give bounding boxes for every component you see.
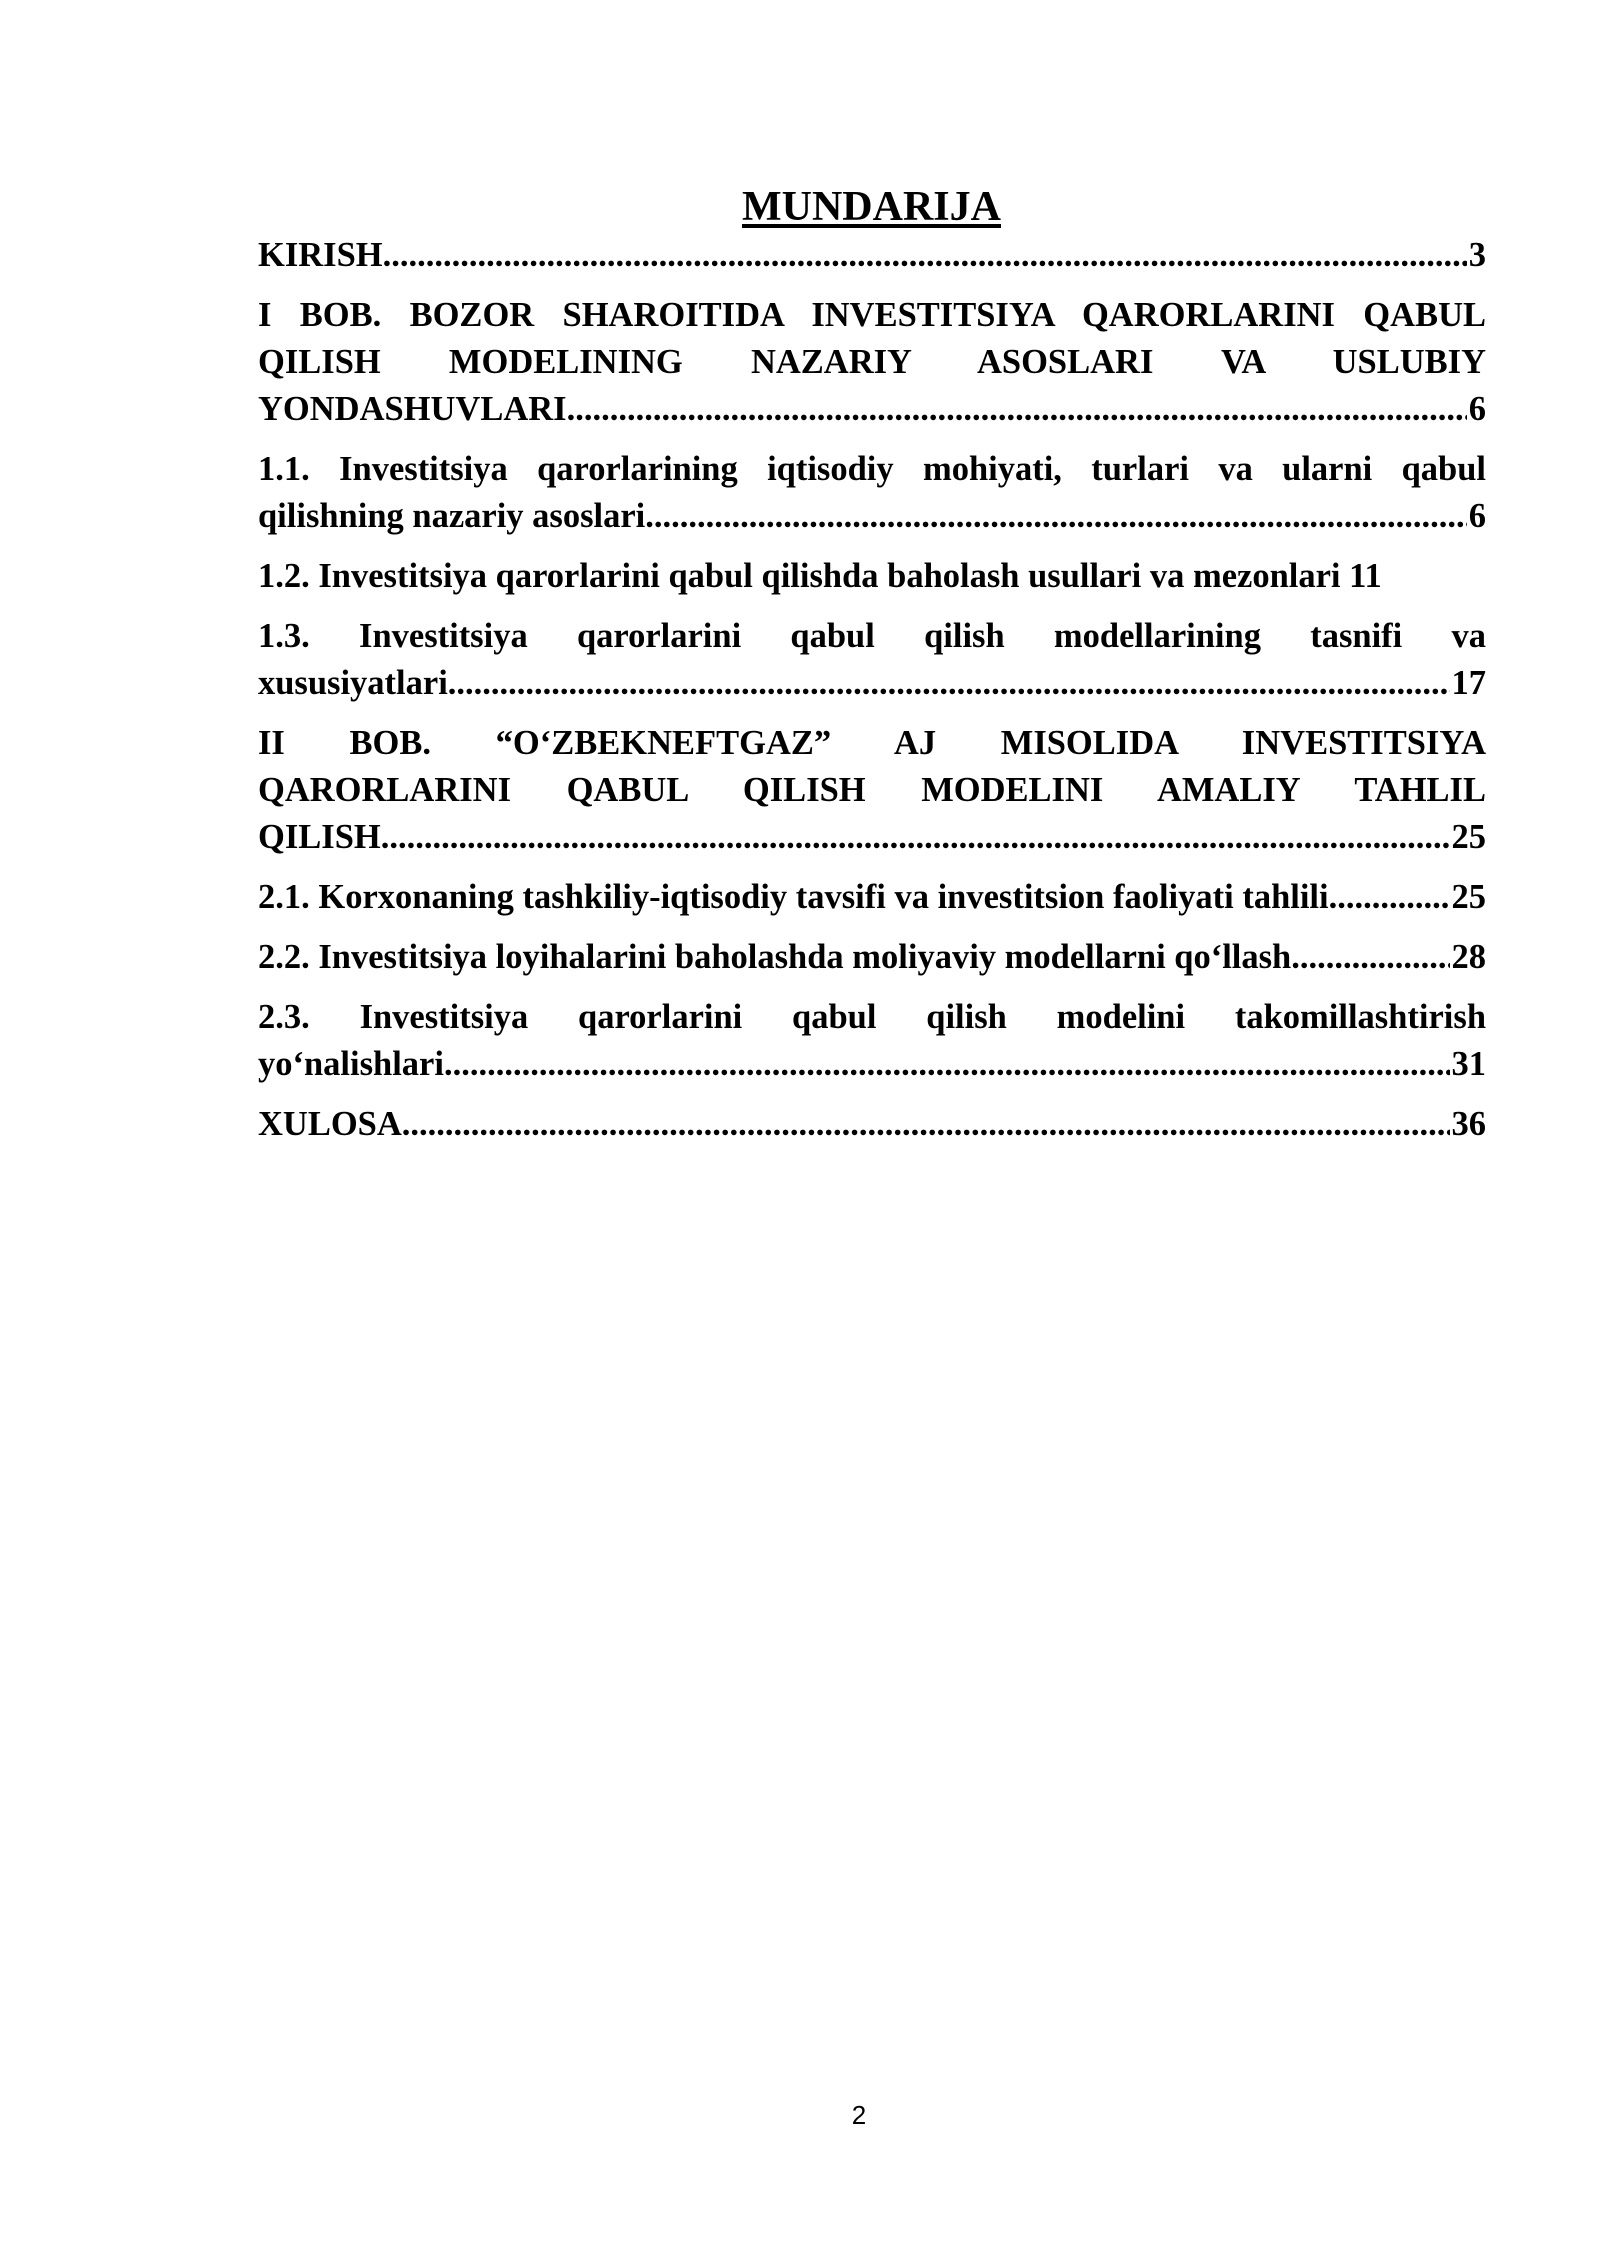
toc-entry-1-1[interactable] [258, 446, 1486, 540]
toc-leader-dots [448, 660, 1450, 707]
toc-entry-chapter-2[interactable] [258, 720, 1486, 861]
toc-page-number: 31 [1451, 1045, 1486, 1083]
toc-entry-1-2[interactable] [258, 553, 1486, 600]
toc-entry-title: YONDASHUVLARI [258, 390, 567, 428]
toc-leader-dots [1329, 874, 1450, 921]
toc-page-number: 25 [1451, 818, 1486, 856]
toc-entry-title-line: QILISH MODELINING NAZARIY ASOSLARI VA USLUBIY [258, 343, 1486, 381]
toc-leader-dots [567, 386, 1467, 433]
toc-page-number: 25 [1451, 878, 1486, 916]
toc-page-number: 6 [1468, 497, 1486, 535]
toc-entry-title: XULOSA [258, 1105, 402, 1143]
toc-entry-title: 1.2. Investitsiya qarorlarini qabul qilishda baholash usullari va mezonlari 11 [258, 557, 1382, 595]
toc-entry-kirish[interactable] [258, 232, 1486, 279]
toc-page-number: 3 [1468, 236, 1486, 274]
toc-entry-title: 2.2. Investitsiya loyihalarini baholashda moliyaviy modellarni qo‘llash [258, 938, 1292, 976]
toc-page-number: 36 [1451, 1105, 1486, 1143]
toc-entry-title: 2.1. Korxonaning tashkiliy-iqtisodiy tavsifi va investitsion faoliyati tahlili [258, 878, 1329, 916]
toc-leader-dots [402, 1101, 1450, 1148]
toc-leader-dots [444, 1041, 1450, 1088]
toc-leader-dots [645, 493, 1467, 540]
toc-leader-dots [383, 232, 1467, 279]
page-title: MUNDARIJA [742, 184, 1001, 230]
toc-entry-title: xususiyatlari [258, 664, 448, 702]
toc-page-number: 28 [1451, 938, 1486, 976]
toc-page-number: 6 [1468, 390, 1486, 428]
toc-entry-chapter-1[interactable] [258, 292, 1486, 433]
toc-entry-title: yo‘nalishlari [258, 1045, 444, 1083]
toc-entry-title-line: II BOB. “O‘ZBEKNEFTGAZ” AJ MISOLIDA INVESTITSIYA [258, 724, 1486, 762]
toc-entry-title-line: 1.3. Investitsiya qarorlarini qabul qilish modellarining tasnifi va [258, 617, 1486, 655]
toc-entry-1-3[interactable] [258, 613, 1486, 707]
page-number-footer: 2 [851, 2100, 867, 2130]
toc-entry-title-line: I BOB. BOZOR SHAROITIDA INVESTITSIYA QARORLARINI QABUL [258, 296, 1486, 334]
toc-entry-title-line: 1.1. Investitsiya qarorlarining iqtisodiy mohiyati, turlari va ularni qabul [258, 450, 1486, 488]
toc-entry-title: QILISH [258, 818, 381, 856]
toc-leader-dots [1291, 934, 1449, 981]
toc-page-number: 17 [1451, 664, 1486, 702]
toc-entry-title: KIRISH [258, 236, 383, 274]
toc-entry-title-line: 2.3. Investitsiya qarorlarini qabul qilish modelini takomillashtirish [258, 998, 1486, 1036]
toc-entry-title-line: QARORLARINI QABUL QILISH MODELINI AMALIY TAHLIL [258, 771, 1486, 809]
toc-entry-2-2[interactable] [258, 934, 1486, 981]
toc-entry-2-3[interactable] [258, 994, 1486, 1088]
toc-leader-dots [381, 814, 1450, 861]
toc-entry-2-1[interactable] [258, 874, 1486, 921]
toc-entry-xulosa[interactable] [258, 1101, 1486, 1148]
table-of-contents [258, 232, 1486, 1161]
toc-entry-title: qilishning nazariy asoslari [258, 497, 646, 535]
